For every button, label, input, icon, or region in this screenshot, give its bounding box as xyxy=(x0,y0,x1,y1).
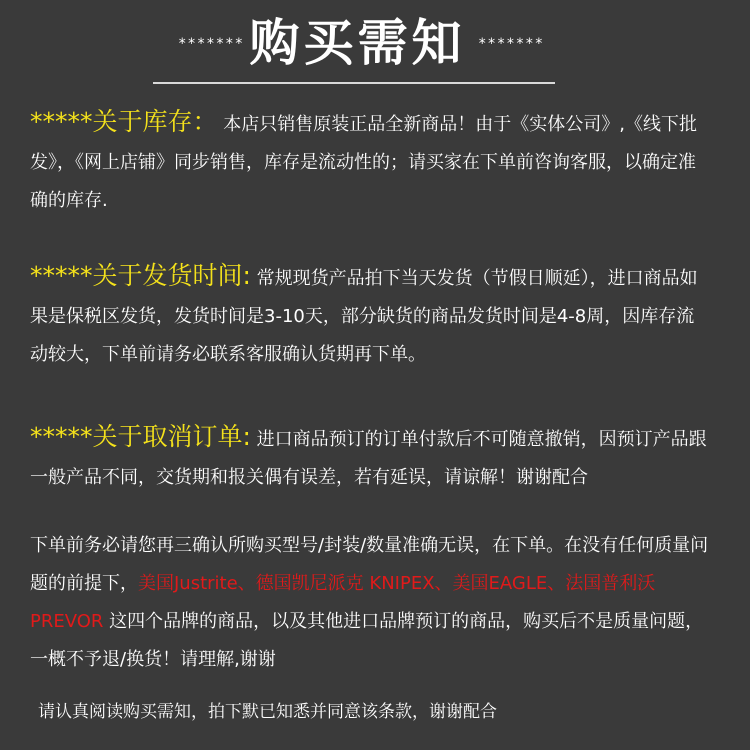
return-policy-text-after: 这四个品牌的商品，以及其他进口品牌预订的商品，购买后不是质量问题，一概不予退/换货！请理解,谢谢 xyxy=(30,611,704,670)
title-stars-left: ******* xyxy=(178,36,245,52)
return-policy-section xyxy=(30,527,710,679)
title-stars-right: ******* xyxy=(478,36,545,52)
shipping-section xyxy=(30,257,710,374)
cancel-body: 进口商品预订的订单付款后不可随意撤销，因预订产品跟一般产品不同，交货期和报关偶有误差，若有延误，请谅解！谢谢配合 xyxy=(30,429,707,488)
stock-body: 本店只销售原装正品全新商品！由于《实体公司》,《线下批发》，《网上店铺》同步销售，库存是流动性的；请买家在下单前咨询客服，以确定准确的库存. xyxy=(30,114,697,211)
title-divider xyxy=(153,82,555,84)
stock-heading: *****关于库存： xyxy=(30,107,218,136)
cancel-heading: *****关于取消订单: xyxy=(30,422,251,451)
stock-section xyxy=(30,103,710,220)
brand-list: 美国Justrite、德国凯尼派克 KNIPEX、美国EAGLE、法国普利沃PREVOR xyxy=(30,573,656,632)
title-row xyxy=(0,8,750,78)
footer-notice: 请认真阅读购买需知，拍下默已知悉并同意该条款，谢谢配合 xyxy=(38,702,497,722)
shipping-body: 常规现货产品拍下当天发货（节假日顺延），进口商品如果是保税区发货，发货时间是3-10天，部分缺货的商品发货时间是4-8周，因库存流动较大，下单前请务必联系客服确认货期再下单。 xyxy=(30,268,698,365)
cancel-section xyxy=(30,418,710,497)
page-title: 购买需知 xyxy=(249,14,466,72)
shipping-heading: *****关于发货时间: xyxy=(30,261,251,290)
return-policy-text-before: 下单前务必请您再三确认所购买型号/封装/数量准确无误，在下单。在没有任何质量问题的前提下， xyxy=(30,535,709,594)
